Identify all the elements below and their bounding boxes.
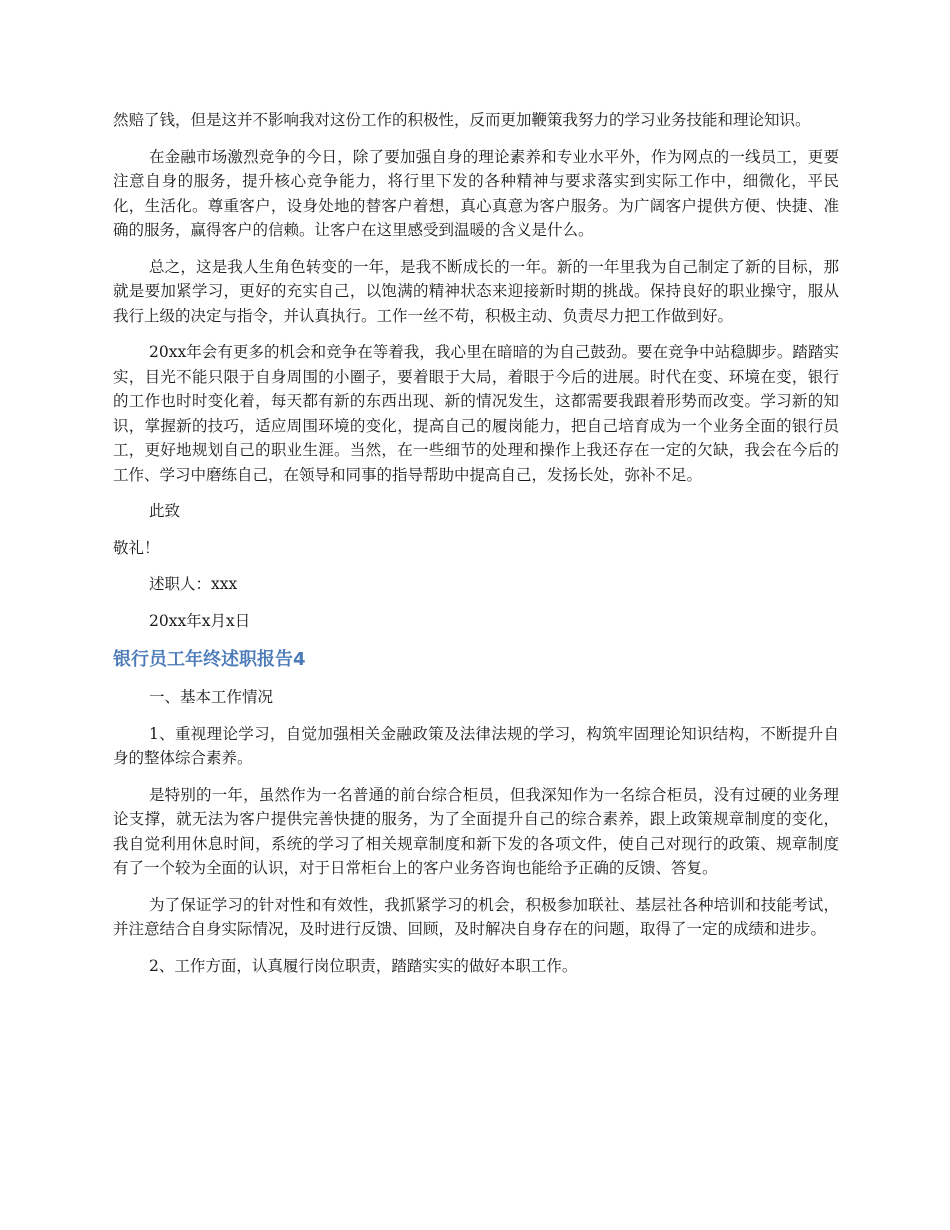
document-page — [113, 108, 839, 990]
paragraph-outlook: 20xx年会有更多的机会和竞争在等着我，我心里在暗暗的为自己鼓劲。要在竞争中站稳脚步。踏踏实实，目光不能只限于自身周围的小圈子，要着眼于大局，着眼于今后的进展。时代在变、环境在变，银行的工作也时时变化着，每天都有新的东西出现、新的情况发生，这都需要我跟着形势而改变。学习新的知识，掌握新的技巧，适应周围环境的变化，提高自己的履岗能力，把自己培育成为一个业务全面的银行员工，更好地规划自己的职业生涯。当然，在一些细节的处理和操作上我还存在一定的欠缺，我会在今后的工作、学习中磨练自己，在领导和同事的指导帮助中提高自己，发扬长处，弥补不足。 — [113, 343, 839, 484]
subsection-title: 一、基本工作情况 — [149, 688, 274, 706]
signer-text: 述职人：xxx — [149, 575, 238, 593]
paragraph-theory-study: 1、重视理论学习，自觉加强相关金融政策及法律法规的学习，构筑牢固理论知识结构，不断提升自身的整体综合素养。 — [113, 724, 839, 767]
paragraph-continuation: 然赔了钱，但是这并不影响我对这份工作的积极性，反而更加鞭策我努力的学习业务技能和理论知识。 — [113, 111, 811, 129]
paragraph-training: 为了保证学习的针对性和有效性，我抓紧学习的机会，积极参加联社、基层社各种培训和技能考试，并注意结合自身实际情况，及时进行反馈、回顾，及时解决自身存在的问题，取得了一定的成绩和进步。 — [113, 895, 839, 938]
paragraph-teller-role: 是特别的一年，虽然作为一名普通的前台综合柜员，但我深知作为一名综合柜员，没有过硬的业务理论支撑，就无法为客户提供完善快捷的服务，为了全面提升自己的综合素养，跟上政策规章制度的变化，我自觉利用休息时间，系统的学习了相关规章制度和新下发的各项文件，使自己对现行的政策、规章制度有了一个较为全面的认识，对于日常柜台上的客户业务咨询也能给予正确的反馈、答复。 — [113, 785, 839, 877]
paragraph-service: 在金融市场激烈竞争的今日，除了要加强自身的理论素养和专业水平外，作为网点的一线员工，更要注意自身的服务，提升核心竞争能力，将行里下发的各种精神与要求落实到实际工作中，细微化，平民化，生活化。尊重客户，设身处地的替客户着想，真心真意为客户服务。为广阔客户提供方便、快捷、准确的服务，赢得客户的信赖。让客户在这里感受到温暖的含义是什么。 — [113, 147, 839, 239]
closing-text: 此致 — [149, 502, 181, 520]
section-heading: 银行员工年终述职报告4 — [113, 649, 306, 670]
date-text: 20xx年x月x日 — [149, 611, 251, 630]
paragraph-work-duties: 2、工作方面，认真履行岗位职责，踏踏实实的做好本职工作。 — [149, 956, 578, 975]
salute-text: 敬礼！ — [113, 538, 160, 557]
paragraph-summary: 总之，这是我人生角色转变的一年，是我不断成长的一年。新的一年里我为自己制定了新的目标，那就是要加紧学习，更好的充实自己，以饱满的精神状态来迎接新时期的挑战。保持良好的职业操守，服从我行上级的决定与指令，并认真执行。工作一丝不苟，积极主动、负责尽力把工作做到好。 — [113, 257, 839, 325]
